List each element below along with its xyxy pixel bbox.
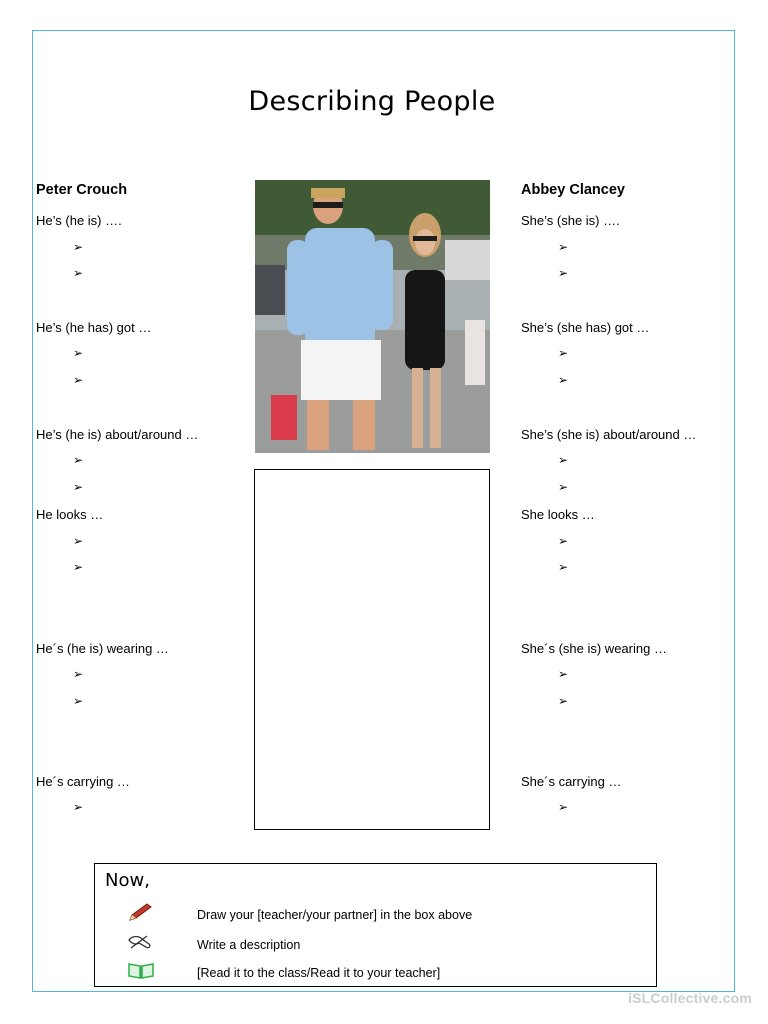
task-read: [Read it to the class/Read it to your teacher] <box>197 966 441 980</box>
pencil-icon <box>127 902 155 922</box>
bullet-arrow: ➢ <box>558 800 569 814</box>
right-section-label: She’s (she is) about/around … <box>521 427 697 442</box>
bullet-arrow: ➢ <box>558 667 569 681</box>
bullet-arrow: ➢ <box>558 346 569 360</box>
bullet-arrow: ➢ <box>558 373 569 387</box>
right-section-label: She’s (she has) got … <box>521 320 650 335</box>
bullet-arrow: ➢ <box>73 346 84 360</box>
bullet-arrow: ➢ <box>73 266 84 280</box>
right-section-label: She´s carrying … <box>521 774 622 789</box>
bullet-arrow: ➢ <box>73 453 84 467</box>
left-heading: Peter Crouch <box>36 182 128 198</box>
bullet-arrow: ➢ <box>558 694 569 708</box>
left-section-label: He’s (he has) got … <box>36 320 152 335</box>
bullet-arrow: ➢ <box>73 800 84 814</box>
bullet-arrow: ➢ <box>558 266 569 280</box>
left-section-label: He’s (he is) about/around … <box>36 427 199 442</box>
writing-hand-icon <box>127 932 155 952</box>
drawing-box[interactable] <box>254 469 490 830</box>
now-title: Now, <box>105 870 150 891</box>
bullet-arrow: ➢ <box>558 534 569 548</box>
watermark: iSLCollective.com <box>628 990 752 1006</box>
bullet-arrow: ➢ <box>73 534 84 548</box>
left-section-label: He´s (he is) wearing … <box>36 641 169 656</box>
open-book-icon <box>127 960 155 980</box>
bullet-arrow: ➢ <box>73 694 84 708</box>
task-draw: Draw your [teacher/your partner] in the box above <box>197 908 473 922</box>
couple-photo <box>255 180 490 453</box>
bullet-arrow: ➢ <box>558 480 569 494</box>
bullet-arrow: ➢ <box>558 453 569 467</box>
bullet-arrow: ➢ <box>73 667 84 681</box>
instructions-box <box>94 863 657 987</box>
right-section-label: She looks … <box>521 507 595 522</box>
task-write: Write a description <box>197 938 301 952</box>
bullet-arrow: ➢ <box>73 373 84 387</box>
couple-photo-illustration <box>255 180 490 453</box>
bullet-arrow: ➢ <box>73 560 84 574</box>
right-heading: Abbey Clancey <box>521 182 625 198</box>
bullet-arrow: ➢ <box>73 240 84 254</box>
bullet-arrow: ➢ <box>558 240 569 254</box>
right-section-label: She´s (she is) wearing … <box>521 641 667 656</box>
left-section-label: He’s (he is) …. <box>36 213 122 228</box>
left-section-label: He´s carrying … <box>36 774 130 789</box>
bullet-arrow: ➢ <box>558 560 569 574</box>
page-title: Describing People <box>248 86 496 117</box>
right-section-label: She’s (she is) …. <box>521 213 620 228</box>
left-section-label: He looks … <box>36 507 104 522</box>
bullet-arrow: ➢ <box>73 480 84 494</box>
